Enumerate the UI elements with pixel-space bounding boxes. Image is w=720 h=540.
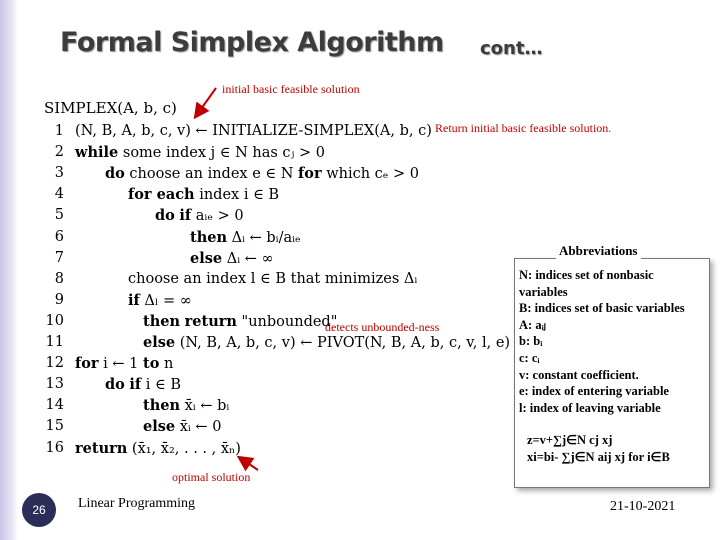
formula-basic: xi=bi- ∑j∈N aij xj for i∈B [527,450,670,464]
line-number: 2 [54,144,64,161]
code-line: if Δₗ = ∞ [128,291,192,309]
abbreviation-item: c: cᵢ [519,350,540,365]
code-line: choose an index l ∈ B that minimizes Δᵢ [128,270,418,287]
formulas [527,432,670,466]
code-line: then x̄ᵢ ← bᵢ [143,397,230,415]
code-line: then return "unbounded" [143,312,338,330]
code-line: (N, B, A, b, c, v) ← INITIALIZE-SIMPLEX(A, b, c) [75,123,432,139]
code-line: for i ← 1 to n [75,355,174,373]
line-number: 10 [45,312,64,329]
annotation-unbounded: detects unbounded-ness [325,320,440,334]
line-number: 15 [45,418,64,435]
footer-course: Linear Programming [78,496,196,511]
line-number: 3 [54,165,64,182]
abbreviations-title: Abbreviations [556,243,641,259]
abbreviation-item: N: indices set of nonbasic variables [519,268,654,299]
abbreviation-item: B: indices set of basic variables [519,301,685,316]
abbreviation-item: v: constant coefficient. [519,367,639,382]
code-line: then Δᵢ ← bᵢ/aᵢₑ [190,228,301,246]
code-line: do choose an index e ∈ N for which cₑ > 0 [105,165,419,183]
code-line: while some index j ∈ N has cⱼ > 0 [75,144,325,162]
abbreviations-list [519,267,705,416]
line-number: 7 [54,249,64,266]
code-line: else Δᵢ ← ∞ [190,249,274,267]
line-number: 16 [45,439,64,456]
slide-title-suffix: cont… [480,38,543,59]
page-number: 26 [22,493,56,527]
annotation-optimal: optimal solution [172,470,251,484]
line-number: 14 [45,397,64,414]
abbreviation-item: A: aᵢⱼ [519,317,546,332]
abbreviation-item: b: bᵢ [519,334,543,349]
line-number: 5 [54,207,64,224]
line-number: 4 [54,186,64,203]
arrow-initial [196,88,216,116]
line-number: 11 [45,334,64,350]
footer-date: 21-10-2021 [610,499,676,514]
code-line: do if i ∈ B [105,376,182,394]
line-number: 6 [54,228,64,245]
line-number: 8 [54,270,64,287]
abbreviation-item: e: index of entering variable [519,384,669,399]
code-line: else x̄ᵢ ← 0 [143,418,222,436]
code-line: do if aᵢₑ > 0 [155,207,244,225]
abbreviation-item: l: index of leaving variable [519,400,661,415]
line-number: 13 [45,376,64,393]
code-line: else (N, B, A, b, c, v) ← PIVOT(N, B, A, b, c, v, l, e) [143,334,511,351]
code-line: for each index i ∈ B [128,186,280,204]
annotation-initial: initial basic feasible solution [222,82,360,96]
slide-title: Formal Simplex Algorithm [60,27,444,58]
line-number: 1 [54,123,64,139]
algorithm-header: SIMPLEX(A, b, c) [44,99,177,117]
line-number: 12 [45,355,64,372]
code-line: return (x̄₁, x̄₂, . . . , x̄ₙ) [75,439,241,457]
formula-objective: z=v+∑j∈N cj xj [527,433,613,447]
arrow-optimal [240,458,258,470]
line-number: 9 [54,291,64,308]
annotation-return: Return initial basic feasible solution. [435,121,612,135]
